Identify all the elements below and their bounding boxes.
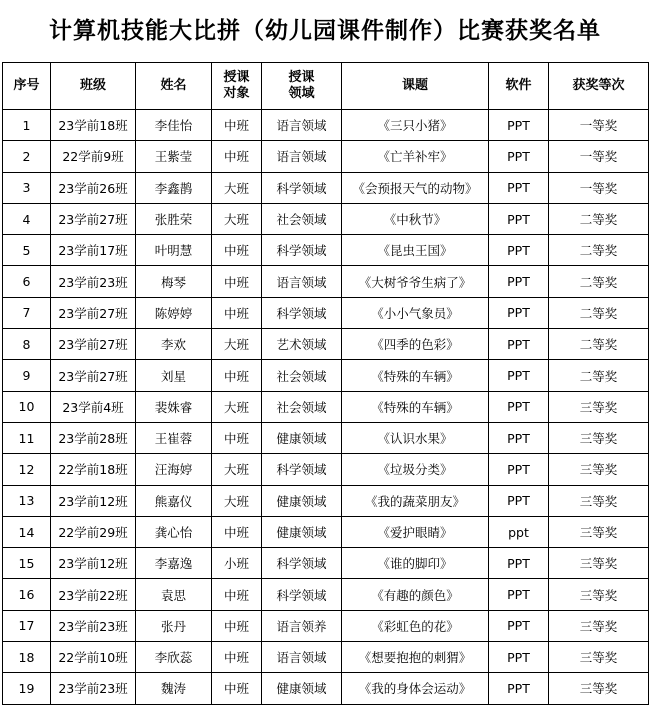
cell-software: PPT [489, 548, 549, 579]
cell-target: 中班 [212, 297, 262, 328]
cell-target: 大班 [212, 485, 262, 516]
cell-award: 三等奖 [549, 485, 649, 516]
cell-seq: 12 [3, 454, 51, 485]
cell-target: 大班 [212, 454, 262, 485]
table-row [3, 297, 649, 328]
cell-name: 裴姝睿 [136, 391, 212, 422]
table-row [3, 110, 649, 141]
header-target [212, 63, 262, 110]
cell-target: 中班 [212, 516, 262, 547]
cell-class: 23学前12班 [51, 485, 136, 516]
cell-seq: 2 [3, 141, 51, 172]
header-domain [262, 63, 342, 110]
cell-name: 李欢 [136, 329, 212, 360]
table-row [3, 516, 649, 547]
cell-domain: 科学领域 [262, 172, 342, 203]
cell-award: 三等奖 [549, 422, 649, 453]
cell-seq: 18 [3, 642, 51, 673]
table-row [3, 329, 649, 360]
cell-seq: 7 [3, 297, 51, 328]
cell-domain: 艺术领域 [262, 329, 342, 360]
cell-software: PPT [489, 422, 549, 453]
cell-domain: 科学领域 [262, 454, 342, 485]
table-row [3, 141, 649, 172]
cell-seq: 6 [3, 266, 51, 297]
table-row [3, 610, 649, 641]
cell-software: PPT [489, 203, 549, 234]
cell-topic: 《会预报天气的动物》 [342, 172, 489, 203]
cell-award: 二等奖 [549, 203, 649, 234]
cell-target: 中班 [212, 579, 262, 610]
cell-seq: 19 [3, 673, 51, 704]
table-row [3, 485, 649, 516]
cell-class: 23学前4班 [51, 391, 136, 422]
cell-class: 23学前12班 [51, 548, 136, 579]
cell-class: 23学前22班 [51, 579, 136, 610]
cell-seq: 8 [3, 329, 51, 360]
cell-name: 龚心怡 [136, 516, 212, 547]
cell-award: 一等奖 [549, 141, 649, 172]
header-seq: 序号 [3, 63, 51, 110]
header-target-line2: 对象 [223, 86, 250, 101]
cell-class: 22学前29班 [51, 516, 136, 547]
cell-name: 刘星 [136, 360, 212, 391]
cell-target: 中班 [212, 610, 262, 641]
cell-topic: 《昆虫王国》 [342, 235, 489, 266]
cell-topic: 《三只小猪》 [342, 110, 489, 141]
cell-topic: 《中秋节》 [342, 203, 489, 234]
cell-class: 22学前18班 [51, 454, 136, 485]
cell-domain: 语言领域 [262, 110, 342, 141]
cell-software: PPT [489, 673, 549, 704]
cell-domain: 健康领域 [262, 516, 342, 547]
cell-class: 23学前23班 [51, 266, 136, 297]
table-row [3, 360, 649, 391]
table-row [3, 642, 649, 673]
cell-award: 二等奖 [549, 360, 649, 391]
cell-name: 李嘉逸 [136, 548, 212, 579]
cell-topic: 《我的身体会运动》 [342, 673, 489, 704]
cell-software: PPT [489, 485, 549, 516]
cell-award: 一等奖 [549, 172, 649, 203]
cell-software: PPT [489, 110, 549, 141]
cell-domain: 科学领域 [262, 297, 342, 328]
cell-name: 梅琴 [136, 266, 212, 297]
cell-topic: 《小小气象员》 [342, 297, 489, 328]
cell-name: 汪海婷 [136, 454, 212, 485]
cell-topic: 《有趣的颜色》 [342, 579, 489, 610]
table-row [3, 172, 649, 203]
cell-name: 李鑫鹊 [136, 172, 212, 203]
cell-target: 大班 [212, 203, 262, 234]
cell-software: PPT [489, 642, 549, 673]
cell-target: 中班 [212, 642, 262, 673]
cell-award: 三等奖 [549, 516, 649, 547]
cell-class: 22学前10班 [51, 642, 136, 673]
cell-name: 张丹 [136, 610, 212, 641]
cell-domain: 社会领域 [262, 203, 342, 234]
cell-domain: 科学领域 [262, 579, 342, 610]
cell-software: PPT [489, 172, 549, 203]
cell-domain: 语言领域 [262, 642, 342, 673]
cell-name: 王紫莹 [136, 141, 212, 172]
cell-class: 23学前18班 [51, 110, 136, 141]
cell-software: PPT [489, 297, 549, 328]
cell-class: 23学前26班 [51, 172, 136, 203]
cell-target: 大班 [212, 172, 262, 203]
cell-seq: 17 [3, 610, 51, 641]
cell-award: 一等奖 [549, 110, 649, 141]
table-row [3, 548, 649, 579]
cell-name: 魏涛 [136, 673, 212, 704]
cell-name: 张胜荣 [136, 203, 212, 234]
table-row [3, 203, 649, 234]
cell-class: 23学前17班 [51, 235, 136, 266]
header-domain-line1: 授课 [288, 70, 315, 85]
cell-target: 大班 [212, 391, 262, 422]
cell-software: ppt [489, 516, 549, 547]
page-title: 计算机技能大比拼（幼儿园课件制作）比赛获奖名单 [49, 18, 601, 44]
cell-class: 22学前9班 [51, 141, 136, 172]
cell-target: 大班 [212, 329, 262, 360]
cell-name: 王崔蓉 [136, 422, 212, 453]
cell-domain: 健康领域 [262, 422, 342, 453]
cell-target: 中班 [212, 235, 262, 266]
cell-seq: 4 [3, 203, 51, 234]
cell-domain: 语言领域 [262, 141, 342, 172]
cell-target: 中班 [212, 110, 262, 141]
cell-target: 中班 [212, 673, 262, 704]
cell-award: 三等奖 [549, 548, 649, 579]
cell-seq: 10 [3, 391, 51, 422]
cell-domain: 科学领域 [262, 235, 342, 266]
cell-seq: 16 [3, 579, 51, 610]
header-domain-line2: 领域 [288, 86, 315, 101]
header-row [3, 63, 649, 110]
cell-award: 二等奖 [549, 266, 649, 297]
cell-class: 23学前23班 [51, 610, 136, 641]
cell-software: PPT [489, 141, 549, 172]
award-table [2, 62, 649, 705]
table-row [3, 454, 649, 485]
cell-topic: 《想要抱抱的刺猬》 [342, 642, 489, 673]
cell-award: 三等奖 [549, 642, 649, 673]
cell-award: 三等奖 [549, 673, 649, 704]
cell-name: 李欣蕊 [136, 642, 212, 673]
header-class: 班级 [51, 63, 136, 110]
cell-topic: 《彩虹色的花》 [342, 610, 489, 641]
cell-topic: 《垃圾分类》 [342, 454, 489, 485]
cell-seq: 1 [3, 110, 51, 141]
table-row [3, 422, 649, 453]
table-row [3, 673, 649, 704]
cell-software: PPT [489, 454, 549, 485]
cell-target: 中班 [212, 141, 262, 172]
cell-seq: 13 [3, 485, 51, 516]
cell-target: 中班 [212, 266, 262, 297]
header-topic: 课题 [342, 63, 489, 110]
cell-seq: 11 [3, 422, 51, 453]
cell-domain: 社会领域 [262, 391, 342, 422]
table-row [3, 579, 649, 610]
cell-class: 23学前27班 [51, 203, 136, 234]
cell-topic: 《亡羊补牢》 [342, 141, 489, 172]
cell-award: 三等奖 [549, 610, 649, 641]
cell-software: PPT [489, 579, 549, 610]
cell-target: 中班 [212, 422, 262, 453]
cell-topic: 《谁的脚印》 [342, 548, 489, 579]
cell-topic: 《四季的色彩》 [342, 329, 489, 360]
cell-software: PPT [489, 266, 549, 297]
header-name: 姓名 [136, 63, 212, 110]
cell-domain: 健康领域 [262, 673, 342, 704]
cell-name: 叶明慧 [136, 235, 212, 266]
cell-topic: 《特殊的车辆》 [342, 391, 489, 422]
header-award: 获奖等次 [549, 63, 649, 110]
header-target-line1: 授课 [223, 70, 250, 85]
cell-software: PPT [489, 360, 549, 391]
cell-class: 23学前28班 [51, 422, 136, 453]
cell-class: 23学前27班 [51, 360, 136, 391]
cell-seq: 9 [3, 360, 51, 391]
cell-topic: 《我的蔬菜朋友》 [342, 485, 489, 516]
cell-target: 小班 [212, 548, 262, 579]
cell-software: PPT [489, 391, 549, 422]
header-software: 软件 [489, 63, 549, 110]
cell-domain: 科学领域 [262, 548, 342, 579]
cell-award: 三等奖 [549, 454, 649, 485]
cell-award: 三等奖 [549, 391, 649, 422]
cell-target: 中班 [212, 360, 262, 391]
cell-topic: 《认识水果》 [342, 422, 489, 453]
cell-software: PPT [489, 235, 549, 266]
cell-seq: 14 [3, 516, 51, 547]
cell-domain: 健康领域 [262, 485, 342, 516]
cell-seq: 5 [3, 235, 51, 266]
cell-topic: 《特殊的车辆》 [342, 360, 489, 391]
cell-domain: 语言领域 [262, 266, 342, 297]
cell-software: PPT [489, 329, 549, 360]
cell-domain: 社会领域 [262, 360, 342, 391]
cell-class: 23学前27班 [51, 297, 136, 328]
cell-topic: 《爱护眼睛》 [342, 516, 489, 547]
cell-name: 熊嘉仪 [136, 485, 212, 516]
cell-name: 李佳怡 [136, 110, 212, 141]
cell-class: 23学前23班 [51, 673, 136, 704]
table-row [3, 391, 649, 422]
cell-software: PPT [489, 610, 549, 641]
cell-class: 23学前27班 [51, 329, 136, 360]
cell-award: 二等奖 [549, 235, 649, 266]
cell-seq: 3 [3, 172, 51, 203]
cell-award: 二等奖 [549, 329, 649, 360]
cell-seq: 15 [3, 548, 51, 579]
cell-domain: 语言领养 [262, 610, 342, 641]
cell-name: 袁思 [136, 579, 212, 610]
table-row [3, 266, 649, 297]
cell-award: 二等奖 [549, 297, 649, 328]
cell-name: 陈婷婷 [136, 297, 212, 328]
table-row [3, 235, 649, 266]
table-body [3, 110, 649, 705]
cell-award: 三等奖 [549, 579, 649, 610]
cell-topic: 《大树爷爷生病了》 [342, 266, 489, 297]
